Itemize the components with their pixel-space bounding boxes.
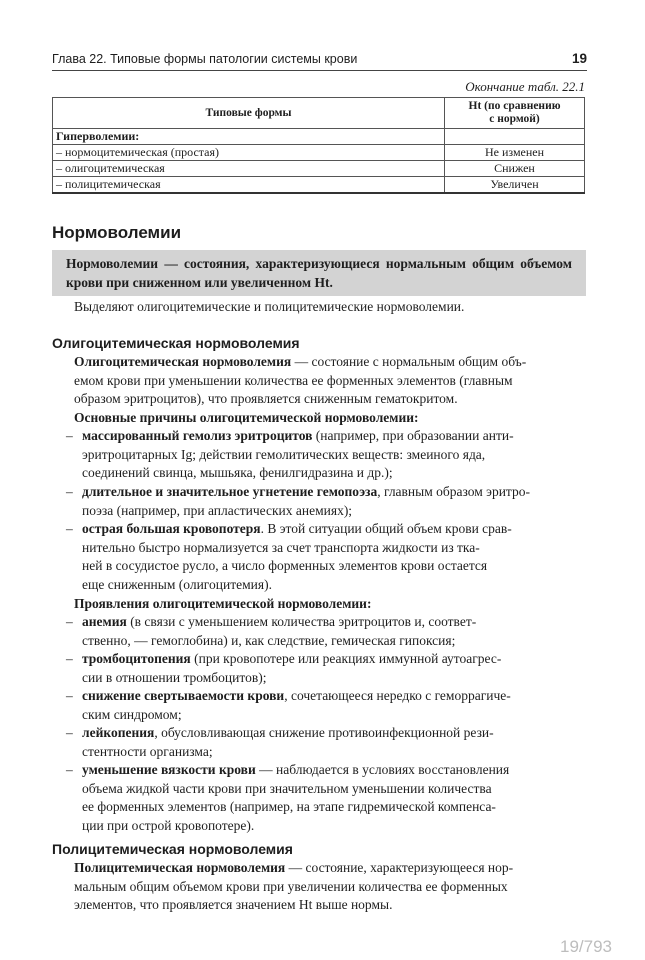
chapter-title: Глава 22. Типовые формы патологии системы крови (52, 52, 358, 66)
table-caption: Окончание табл. 22.1 (465, 79, 585, 94)
intro-paragraph: Выделяют олигоцитемические и полицитемические нормоволемии. (74, 299, 465, 314)
viewer-page-indicator: 19/793 (560, 937, 612, 956)
list-item: – тромбоцитопения (при кровопотере или реакциях иммунной аутоагрес- сии в отношении тромбоцитов); (66, 651, 502, 685)
header-rule (52, 70, 587, 71)
manifestations-title: Проявления олигоцитемической нормоволемии: (74, 596, 372, 611)
list-item: – острая большая кровопотеря. В этой ситуации общий объем крови срав- нительно быстро нормализуется за счет транспорта жидкости из тка- ней в сосудистое русло, а число форменных элементов крови остается еще сниженным (олигоцитемия). (66, 521, 512, 592)
table-row: – полицитемическая Увеличен (53, 177, 585, 194)
running-header (52, 52, 587, 70)
table-header-ht: Ht (по сравнению с нормой) (445, 98, 585, 129)
hypervolemia-table (52, 97, 585, 194)
section-heading: Нормоволемии (52, 223, 182, 242)
list-item: – длительное и значительное угнетение гемопоэза, главным образом эритро- поэза (например, при апластических анемиях); (66, 484, 530, 518)
page-number: 19 (571, 51, 587, 66)
poly-definition: Полицитемическая нормоволемия — состояние, характеризующееся нор- мальным общим объемом крови при увеличении количества ее форменных элементов, что проявляется значением Ht выше нормы. (74, 860, 514, 913)
table-row: – олигоцитемическая Снижен (53, 161, 585, 177)
list-item: – анемия (в связи с уменьшением количества эритроцитов и, соответ- ственно, — гемоглобина) и, как следствие, гемическая гипоксия; (66, 614, 477, 648)
definition-text: Нормоволемии — состояния, характеризующиеся нормальным общим объемом крови при сниженном или увеличенном Ht. (66, 256, 572, 290)
table-header-forms: Типовые формы (53, 98, 445, 129)
oligo-definition: Олигоцитемическая нормоволемия — состояние с нормальным общим объ- емом крови при уменьшении количества ее форменных элементов (главным образом эритроцитов), что проявляется сниженным гематокритом. (74, 354, 527, 407)
table-group-label: Гиперволемии: (53, 129, 445, 145)
causes-title: Основные причины олигоцитемической нормоволемии: (74, 410, 419, 425)
definition-box (52, 250, 586, 296)
list-item: – массированный гемолиз эритроцитов (например, при образовании анти- эритроцитарных Ig; действии гемолитических веществ: змеиного яда, соединений свинца, мышьяка, фенилгидразина и др.); (66, 428, 514, 481)
poly-heading: Полицитемическая нормоволемия (52, 841, 293, 857)
list-item: – снижение свертываемости крови, сочетающееся нередко с геморрагиче- ским синдромом; (66, 688, 511, 722)
list-item: – лейкопения, обусловливающая снижение противоинфекционной рези- стентности организма; (66, 725, 494, 759)
list-item: – уменьшение вязкости крови — наблюдается в условиях восстановления объема жидкой части крови при значительном уменьшении количества ее форменных элементов (например, на этапе гидремической компенса- ции при острой кровопотере). (66, 762, 510, 833)
oligo-heading: Олигоцитемическая нормоволемия (52, 335, 300, 351)
table-row: – нормоцитемическая (простая) Не изменен (53, 145, 585, 161)
